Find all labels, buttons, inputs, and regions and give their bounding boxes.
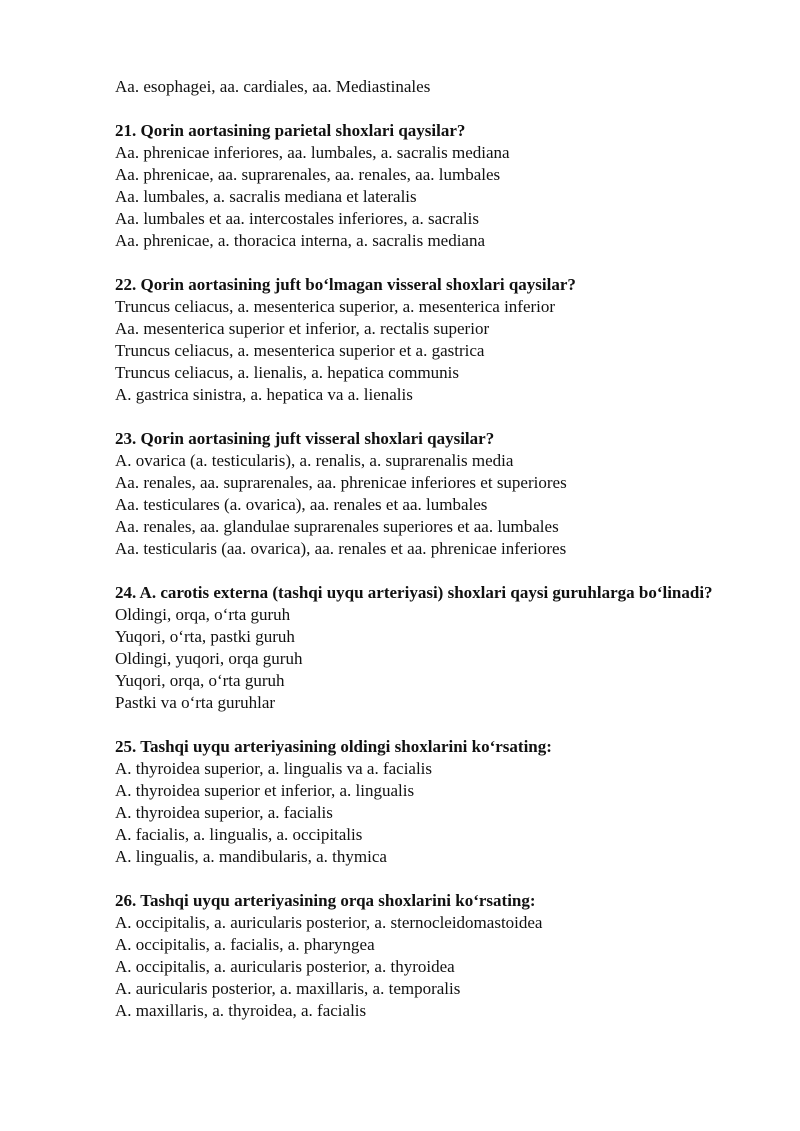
answer-option: A. auricularis posterior, a. maxillaris, a. temporalis (115, 979, 461, 998)
answer-option: Oldingi, yuqori, orqa guruh (115, 649, 303, 668)
intro-line: Aa. esophagei, aa. cardiales, aa. Mediastinales (115, 77, 431, 96)
answer-option: Aa. testiculares (a. ovarica), aa. renales et aa. lumbales (115, 495, 488, 514)
answer-option: A. thyroidea superior, a. facialis (115, 803, 333, 822)
question-title: 26. Tashqi uyqu arteriyasining orqa shoxlarini ko‘rsating: (115, 891, 536, 910)
question-title: 25. Tashqi uyqu arteriyasining oldingi shoxlarini ko‘rsating: (115, 737, 552, 756)
answer-option: Truncus celiacus, a. lienalis, a. hepatica communis (115, 363, 460, 382)
answer-option: A. thyroidea superior et inferior, a. lingualis (115, 781, 415, 800)
answer-option: A. occipitalis, a. facialis, a. pharyngea (115, 935, 375, 954)
document-page (115, 76, 715, 1022)
answer-option: Aa. renales, aa. glandulae suprarenales superiores et aa. lumbales (115, 517, 559, 536)
answer-option: Aa. phrenicae, aa. suprarenales, aa. renales, aa. lumbales (115, 165, 501, 184)
answer-option: Truncus celiacus, a. mesenterica superior et a. gastrica (115, 341, 485, 360)
answer-option: Yuqori, orqa, o‘rta guruh (115, 671, 285, 690)
answer-option: Aa. mesenterica superior et inferior, a. rectalis superior (115, 319, 490, 338)
answer-option: Aa. testicularis (aa. ovarica), aa. renales et aa. phrenicae inferiores (115, 539, 567, 558)
answer-option: A. lingualis, a. mandibularis, a. thymica (115, 847, 387, 866)
question-22 (115, 274, 715, 406)
question-title: 24. A. carotis externa (tashqi uyqu arteriyasi) shoxlari qaysi guruhlarga bo‘linadi? (115, 583, 713, 602)
answer-option: A. ovarica (a. testicularis), a. renalis, a. suprarenalis media (115, 451, 514, 470)
answer-option: Aa. renales, aa. suprarenales, aa. phrenicae inferiores et superiores (115, 473, 567, 492)
answer-option: A. thyroidea superior, a. lingualis va a. facialis (115, 759, 433, 778)
question-title: 22. Qorin aortasining juft bo‘lmagan visseral shoxlari qaysilar? (115, 275, 576, 294)
question-26 (115, 890, 715, 1022)
answer-option: Pastki va o‘rta guruhlar (115, 693, 276, 712)
answer-option: Truncus celiacus, a. mesenterica superior, a. mesenterica inferior (115, 297, 556, 316)
question-25 (115, 736, 715, 868)
answer-option: A. occipitalis, a. auricularis posterior, a. sternocleidomastoidea (115, 913, 543, 932)
question-title: 21. Qorin aortasining parietal shoxlari qaysilar? (115, 121, 466, 140)
question-21 (115, 120, 715, 252)
answer-option: A. occipitalis, a. auricularis posterior, a. thyroidea (115, 957, 455, 976)
answer-option: A. gastrica sinistra, a. hepatica va a. lienalis (115, 385, 413, 404)
question-24 (115, 582, 715, 714)
answer-option: A. maxillaris, a. thyroidea, a. facialis (115, 1001, 367, 1020)
answer-option: Aa. lumbales et aa. intercostales inferiores, a. sacralis (115, 209, 479, 228)
question-23 (115, 428, 715, 560)
answer-option: A. facialis, a. lingualis, a. occipitalis (115, 825, 363, 844)
question-title: 23. Qorin aortasining juft visseral shoxlari qaysilar? (115, 429, 495, 448)
answer-option: Oldingi, orqa, o‘rta guruh (115, 605, 291, 624)
answer-option: Aa. phrenicae, a. thoracica interna, a. sacralis mediana (115, 231, 486, 250)
answer-option: Aa. phrenicae inferiores, aa. lumbales, a. sacralis mediana (115, 143, 510, 162)
answer-option: Yuqori, o‘rta, pastki guruh (115, 627, 295, 646)
answer-option: Aa. lumbales, a. sacralis mediana et lateralis (115, 187, 417, 206)
